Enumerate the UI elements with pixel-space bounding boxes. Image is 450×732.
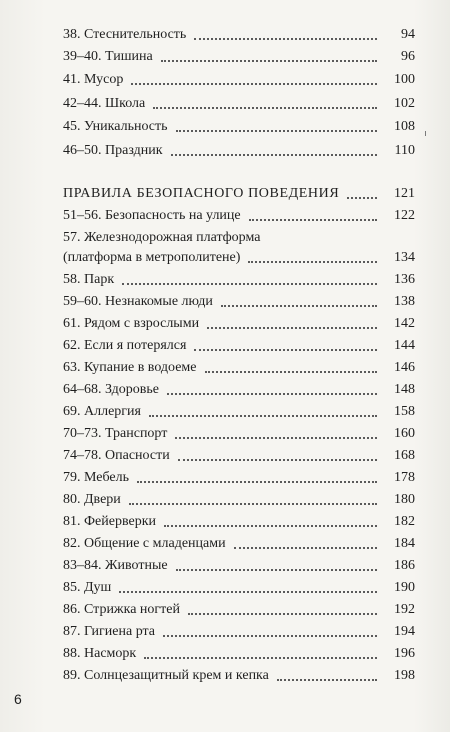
dot-leader bbox=[176, 568, 377, 571]
toc-entry bbox=[63, 667, 415, 685]
dot-leader bbox=[234, 546, 377, 549]
toc-entry-label: 81. Фейерверки bbox=[63, 514, 157, 529]
toc-entry-page: 178 bbox=[394, 470, 415, 485]
toc-entry-page: 138 bbox=[394, 294, 415, 309]
toc-entry bbox=[63, 557, 415, 575]
toc-section-heading bbox=[63, 185, 415, 203]
dot-leader bbox=[167, 392, 377, 395]
toc-entry bbox=[63, 315, 415, 333]
dot-leader bbox=[129, 502, 377, 505]
toc-entry bbox=[63, 249, 415, 267]
dot-leader bbox=[205, 370, 378, 373]
toc-entry-page: 108 bbox=[394, 119, 415, 134]
toc-entry-page: 196 bbox=[394, 646, 415, 661]
toc-entry-label: 59–60. Незнакомые люди bbox=[63, 294, 213, 309]
toc-entry bbox=[63, 71, 415, 89]
toc-entry-page: 182 bbox=[394, 514, 415, 529]
toc-entry-page: 184 bbox=[394, 536, 415, 551]
toc-entry-label: 82. Общение с младенцами bbox=[63, 536, 226, 551]
dot-leader bbox=[137, 480, 377, 483]
toc-entry-page: 146 bbox=[394, 360, 415, 375]
toc-entry-page: 134 bbox=[394, 250, 415, 265]
toc-entry bbox=[63, 513, 415, 531]
toc-entry-label: 74–78. Опасности bbox=[63, 448, 170, 463]
toc-entry-label: 80. Двери bbox=[63, 492, 121, 507]
toc-entry-label: 70–73. Транспорт bbox=[63, 426, 168, 441]
dot-leader bbox=[144, 656, 377, 659]
toc-entry-page: 110 bbox=[394, 143, 415, 158]
toc-entry-label: 87. Гигиена рта bbox=[63, 624, 156, 639]
toc-entry bbox=[63, 645, 415, 663]
toc-entry-page: 168 bbox=[394, 448, 415, 463]
toc-entry bbox=[63, 207, 415, 225]
dot-leader bbox=[131, 82, 377, 85]
dot-leader bbox=[119, 590, 377, 593]
toc-entry-page: 198 bbox=[394, 668, 415, 683]
toc-entry-page: 142 bbox=[394, 316, 415, 331]
toc-entry-label: 57. Железнодорожная платформа bbox=[63, 230, 261, 245]
dot-leader bbox=[122, 282, 377, 285]
toc-entry-label: 63. Купание в водоеме bbox=[63, 360, 197, 375]
toc-entry bbox=[63, 447, 415, 465]
toc-entry bbox=[63, 535, 415, 553]
toc-entry-page: 190 bbox=[394, 580, 415, 595]
toc-entry-page: 148 bbox=[394, 382, 415, 397]
margin-mark bbox=[425, 131, 426, 136]
toc-entry-page: 121 bbox=[394, 186, 415, 201]
toc-entry bbox=[63, 601, 415, 619]
toc-entry-label: 86. Стрижка ногтей bbox=[63, 602, 180, 617]
toc-entry-label: 38. Стеснительность bbox=[63, 27, 187, 42]
toc-entry-page: 158 bbox=[394, 404, 415, 419]
dot-leader bbox=[277, 678, 377, 681]
toc-entry bbox=[63, 142, 415, 160]
toc-entry bbox=[63, 469, 415, 487]
toc-entry-label: 39–40. Тишина bbox=[63, 49, 153, 64]
toc-entry-page: 160 bbox=[394, 426, 415, 441]
dot-leader bbox=[175, 436, 377, 439]
toc-entry bbox=[63, 359, 415, 377]
toc-entry-page: 94 bbox=[401, 27, 415, 42]
toc-entry-page: 186 bbox=[394, 558, 415, 573]
dot-leader bbox=[163, 634, 377, 637]
page-number: 6 bbox=[14, 691, 22, 707]
toc-entry bbox=[63, 337, 415, 355]
toc-entry-label: 45. Уникальность bbox=[63, 119, 168, 134]
toc-entry-first-line bbox=[63, 229, 415, 247]
dot-leader bbox=[248, 260, 377, 263]
toc-entry bbox=[63, 381, 415, 399]
toc-entry-label: (платформа в метрополитене) bbox=[63, 250, 241, 265]
toc-entry-page: 192 bbox=[394, 602, 415, 617]
toc-entry bbox=[63, 271, 415, 289]
toc-entry-page: 102 bbox=[394, 96, 415, 111]
dot-leader bbox=[249, 218, 377, 221]
dot-leader bbox=[221, 304, 377, 307]
dot-leader bbox=[178, 458, 377, 461]
toc-entry-label: 42–44. Школа bbox=[63, 96, 146, 111]
dot-leader bbox=[171, 153, 377, 156]
toc-entry bbox=[63, 95, 415, 113]
dot-leader bbox=[207, 326, 377, 329]
toc-entry bbox=[63, 491, 415, 509]
dot-leader bbox=[188, 612, 377, 615]
toc-entry-label: 41. Мусор bbox=[63, 72, 124, 87]
toc-entry-label: 62. Если я потерялся bbox=[63, 338, 187, 353]
section-heading-label: ПРАВИЛА БЕЗОПАСНОГО ПОВЕДЕНИЯ bbox=[63, 186, 340, 201]
toc-entry-label: 51–56. Безопасность на улице bbox=[63, 208, 241, 223]
dot-leader bbox=[153, 106, 377, 109]
toc-entry-label: 69. Аллергия bbox=[63, 404, 141, 419]
toc-entry-page: 100 bbox=[394, 72, 415, 87]
toc-entry-page: 194 bbox=[394, 624, 415, 639]
toc-entry-page: 122 bbox=[394, 208, 415, 223]
toc-entry-label: 61. Рядом с взрослыми bbox=[63, 316, 200, 331]
toc-entry-page: 136 bbox=[394, 272, 415, 287]
toc-entry-page: 144 bbox=[394, 338, 415, 353]
dot-leader bbox=[347, 196, 377, 199]
toc-entry-page: 96 bbox=[401, 49, 415, 64]
toc-entry bbox=[63, 425, 415, 443]
dot-leader bbox=[194, 348, 377, 351]
toc-entry-page: 180 bbox=[394, 492, 415, 507]
dot-leader bbox=[176, 129, 377, 132]
dot-leader bbox=[194, 37, 377, 40]
dot-leader bbox=[164, 524, 377, 527]
toc-entry-label: 46–50. Праздник bbox=[63, 143, 163, 158]
toc-entry bbox=[63, 48, 415, 66]
dot-leader bbox=[149, 414, 377, 417]
toc-entry-label: 58. Парк bbox=[63, 272, 115, 287]
toc-entry bbox=[63, 293, 415, 311]
toc-entry bbox=[63, 118, 415, 136]
toc-entry-label: 83–84. Животные bbox=[63, 558, 168, 573]
toc-entry bbox=[63, 579, 415, 597]
toc-entry bbox=[63, 26, 415, 44]
toc-entry-label: 85. Душ bbox=[63, 580, 112, 595]
toc-entry-label: 79. Мебель bbox=[63, 470, 130, 485]
dot-leader bbox=[161, 59, 377, 62]
toc-entry-label: 88. Насморк bbox=[63, 646, 137, 661]
toc-entry bbox=[63, 403, 415, 421]
toc-entry-label: 64–68. Здоровье bbox=[63, 382, 159, 397]
toc-entry bbox=[63, 623, 415, 641]
toc-entry-label: 89. Солнцезащитный крем и кепка bbox=[63, 668, 269, 683]
